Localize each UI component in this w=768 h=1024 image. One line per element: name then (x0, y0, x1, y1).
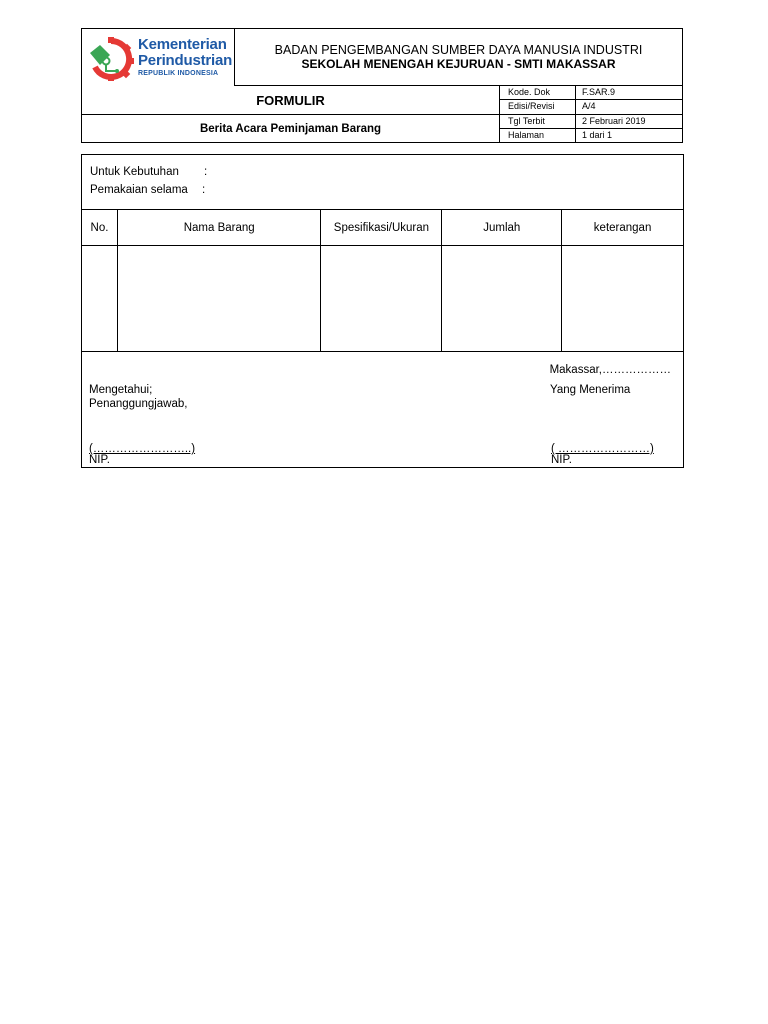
org-line1: BADAN PENGEMBANGAN SUMBER DAYA MANUSIA INDUSTRI (274, 43, 643, 57)
meta-value: 2 Februari 2019 (582, 115, 646, 126)
kebutuhan-label: Untuk Kebutuhan (90, 166, 179, 178)
org-line2: SEKOLAH MENENGAH KEJURUAN - SMTI MAKASSAR (301, 57, 616, 71)
cell-no[interactable] (82, 246, 118, 352)
meta-key: Kode. Dok (500, 86, 576, 99)
org-title-cell (235, 29, 682, 86)
kebutuhan-colon: : (204, 166, 208, 178)
form-subtitle-cell (82, 115, 500, 143)
penanggungjawab-label: Penanggungjawab, (89, 398, 188, 410)
logo-line3: REPUBLIK INDONESIA (138, 70, 219, 77)
form-subtitle: Berita Acara Peminjaman Barang (199, 123, 382, 135)
cell-jumlah[interactable] (442, 246, 562, 352)
meta-row (500, 100, 682, 114)
yang-menerima-label: Yang Menerima (550, 384, 631, 396)
left-nip-label: NIP. (89, 454, 110, 466)
pemakaian-label: Pemakaian selama (90, 184, 188, 196)
column-header-spesifikasi: Spesifikasi/Ukuran (321, 210, 442, 246)
mengetahui-label: Mengetahui; (89, 384, 153, 396)
meta-key: Tgl Terbit (500, 115, 576, 128)
meta-row (500, 115, 682, 129)
kebutuhan-field[interactable] (90, 166, 208, 178)
column-header-nama-barang: Nama Barang (117, 210, 321, 246)
meta-value: 1 dari 1 (582, 129, 613, 140)
cell-spesifikasi[interactable] (321, 246, 442, 352)
kemenperin-logo-icon (86, 37, 136, 81)
pemakaian-colon: : (202, 184, 206, 196)
meta-row (500, 86, 682, 100)
column-header-keterangan: keterangan (562, 210, 684, 246)
document-header (81, 28, 683, 143)
table-row (82, 246, 684, 352)
column-header-jumlah: Jumlah (442, 210, 562, 246)
logo-line2: Perindustrian (138, 52, 233, 69)
cell-nama-barang[interactable] (117, 246, 321, 352)
meta-key: Edisi/Revisi (500, 100, 576, 113)
form-body (81, 154, 684, 468)
document-meta (500, 86, 682, 143)
place-date: Makassar,……………… (549, 364, 671, 376)
form-title-cell (82, 86, 500, 115)
column-header-no: No. (82, 210, 118, 246)
logo-text (138, 37, 232, 77)
meta-row (500, 129, 682, 143)
pemakaian-field[interactable] (90, 184, 206, 196)
left-signature-line: (……………………..) (89, 443, 196, 455)
meta-value: A/4 (582, 101, 596, 112)
right-nip-label: NIP. (551, 454, 572, 466)
right-signature-line: ( ……………………) (551, 443, 654, 455)
meta-value: F.SAR.9 (582, 87, 616, 97)
cell-keterangan[interactable] (562, 246, 684, 352)
logo-line1: Kementerian (138, 36, 227, 53)
items-table (81, 209, 684, 352)
form-title: FORMULIR (256, 93, 325, 108)
table-header-row (82, 210, 684, 246)
meta-key: Halaman (500, 129, 576, 143)
logo-cell (82, 29, 235, 86)
